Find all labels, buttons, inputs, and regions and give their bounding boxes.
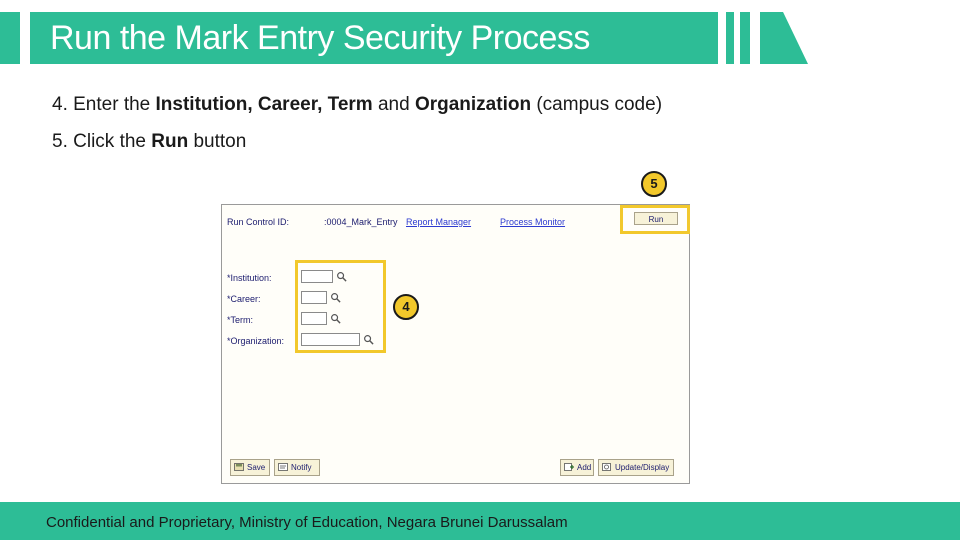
report-manager-link[interactable]: Report Manager bbox=[406, 217, 472, 227]
instr4-term: Term bbox=[327, 94, 373, 115]
banner-stripe-right-2 bbox=[740, 12, 750, 64]
career-label: *Career: bbox=[227, 294, 261, 304]
banner-gap bbox=[20, 12, 28, 64]
add-label: Add bbox=[577, 463, 592, 472]
term-label: *Term: bbox=[227, 315, 254, 325]
save-label: Save bbox=[247, 463, 266, 472]
instr4-sep1: , bbox=[247, 94, 258, 115]
notify-icon bbox=[278, 463, 288, 471]
instr4-organization: Organization bbox=[414, 94, 532, 115]
title-banner bbox=[0, 12, 808, 64]
instr4-suffix: (campus code) bbox=[531, 94, 663, 115]
run-control-form bbox=[221, 204, 690, 484]
instruction-step-4 bbox=[52, 94, 662, 116]
instr5-suffix: button bbox=[188, 131, 247, 152]
step-4-highlight bbox=[295, 260, 386, 353]
instr4-career: Career bbox=[257, 94, 318, 115]
run-control-label: Run Control ID: bbox=[227, 217, 290, 227]
update-display-label: Update/Display bbox=[615, 463, 670, 472]
footer-text: Confidential and Proprietary, Ministry of Education, Negara Brunei Darussalam bbox=[46, 514, 568, 531]
institution-label: *Institution: bbox=[227, 273, 272, 283]
step-5-highlight bbox=[620, 205, 690, 234]
step-5-badge: 5 bbox=[641, 171, 667, 197]
banner-stripe-left bbox=[0, 12, 20, 64]
update-display-icon bbox=[602, 463, 612, 471]
organization-label: *Organization: bbox=[227, 336, 285, 346]
process-monitor-link[interactable]: Process Monitor bbox=[500, 217, 566, 227]
update-display-button[interactable] bbox=[598, 459, 674, 476]
banner-stripe-right-1 bbox=[726, 12, 734, 64]
instr4-sep3: and bbox=[372, 94, 415, 115]
run-button[interactable]: Run bbox=[634, 212, 678, 225]
add-icon bbox=[564, 463, 574, 471]
instr4-sep2: , bbox=[317, 94, 328, 115]
instr4-prefix: 4. Enter the bbox=[52, 94, 156, 115]
notify-button[interactable] bbox=[274, 459, 320, 476]
page-title: Run the Mark Entry Security Process bbox=[30, 12, 718, 64]
instruction-step-5 bbox=[52, 131, 246, 153]
step-4-badge: 4 bbox=[393, 294, 419, 320]
instr4-institution: Institution bbox=[155, 94, 248, 115]
banner-triangle bbox=[760, 12, 808, 64]
save-button[interactable] bbox=[230, 459, 270, 476]
notify-label: Notify bbox=[291, 463, 312, 472]
add-button[interactable] bbox=[560, 459, 594, 476]
run-control-value: :0004_Mark_Entry bbox=[324, 217, 398, 227]
instr5-run: Run bbox=[151, 131, 189, 152]
save-icon bbox=[234, 463, 244, 471]
instr5-prefix: 5. Click the bbox=[52, 131, 152, 152]
